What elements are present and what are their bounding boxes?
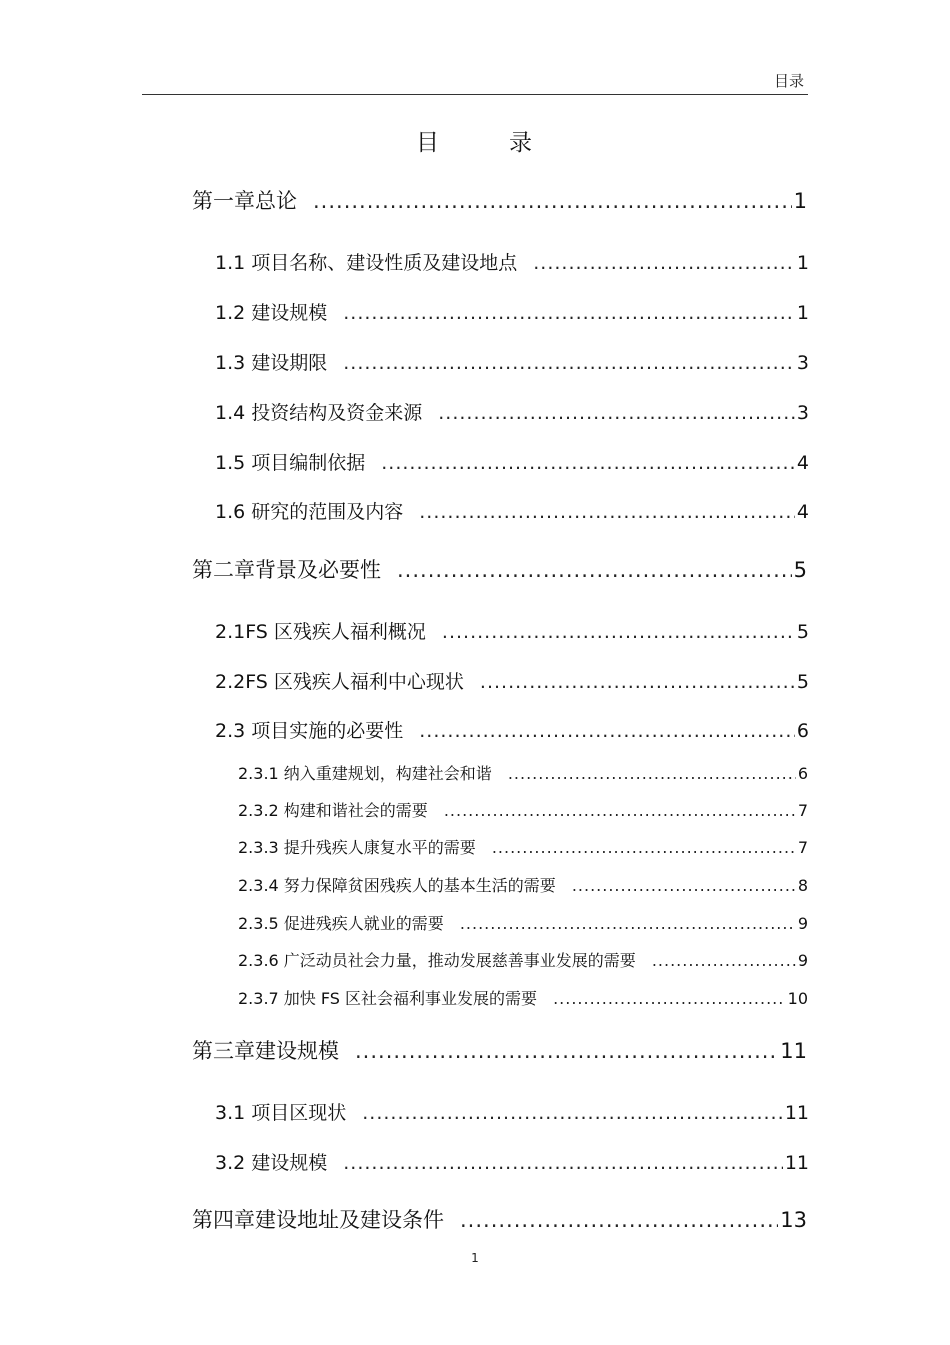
toc-subsection-2-3-5[interactable] bbox=[238, 911, 808, 934]
section-title: 2.2FS 区残疾人福利中心现状 bbox=[215, 671, 464, 693]
dot-leader bbox=[480, 671, 795, 693]
dot-leader bbox=[444, 801, 796, 820]
page-ref: 5 bbox=[793, 558, 807, 582]
dot-leader bbox=[553, 989, 786, 1008]
toc-section-1-6[interactable] bbox=[215, 497, 809, 524]
page-ref: 7 bbox=[797, 838, 808, 857]
chapter-title: 背景及必要性 bbox=[255, 558, 381, 582]
page-ref: 6 bbox=[797, 764, 808, 783]
dot-leader bbox=[355, 1039, 778, 1063]
dot-leader bbox=[313, 189, 792, 213]
chapter-number: 第四章 bbox=[192, 1208, 255, 1232]
dot-leader bbox=[343, 302, 795, 324]
toc-chapter-1[interactable] bbox=[192, 185, 807, 215]
dot-leader bbox=[362, 1102, 783, 1124]
section-title: 2.1FS 区残疾人福利概况 bbox=[215, 621, 426, 643]
subsection-title: 2.3.7 加快 FS 区社会福利事业发展的需要 bbox=[238, 989, 538, 1008]
page-ref: 11 bbox=[784, 1152, 809, 1174]
subsection-title: 2.3.5 促进残疾人就业的需要 bbox=[238, 914, 444, 933]
subsection-title: 2.3.6 广泛动员社会力量，推动发展慈善事业发展的需要 bbox=[238, 951, 636, 970]
title-char-2: 录 bbox=[509, 130, 534, 156]
page-ref: 5 bbox=[796, 671, 809, 693]
dot-leader bbox=[533, 252, 795, 274]
dot-leader bbox=[419, 501, 795, 523]
page-ref: 1 bbox=[796, 302, 809, 324]
page-ref: 9 bbox=[797, 914, 808, 933]
toc-section-1-1[interactable] bbox=[215, 248, 809, 275]
subsection-title: 2.3.4 努力保障贫困残疾人的基本生活的需要 bbox=[238, 876, 556, 895]
page-ref: 6 bbox=[796, 720, 809, 742]
toc-section-3-1[interactable] bbox=[215, 1098, 809, 1125]
section-title: 2.3 项目实施的必要性 bbox=[215, 720, 404, 742]
page-ref: 4 bbox=[796, 452, 809, 474]
dot-leader bbox=[419, 720, 795, 742]
chapter-title: 建设规模 bbox=[255, 1039, 339, 1063]
dot-leader bbox=[442, 621, 795, 643]
section-title: 1.4 投资结构及资金来源 bbox=[215, 402, 423, 424]
chapter-title: 总论 bbox=[255, 189, 297, 213]
subsection-title: 2.3.1 纳入重建规划，构建社会和谐 bbox=[238, 764, 492, 783]
toc-chapter-2[interactable] bbox=[192, 554, 807, 584]
title-char-1: 目 bbox=[416, 130, 441, 156]
dot-leader bbox=[508, 764, 796, 783]
dot-leader bbox=[438, 402, 795, 424]
dot-leader bbox=[492, 838, 796, 857]
page-ref: 5 bbox=[796, 621, 809, 643]
section-title: 1.5 项目编制依据 bbox=[215, 452, 366, 474]
toc-section-1-2[interactable] bbox=[215, 298, 809, 325]
toc-section-1-5[interactable] bbox=[215, 448, 809, 475]
chapter-title: 建设地址及建设条件 bbox=[255, 1208, 444, 1232]
toc-section-3-2[interactable] bbox=[215, 1148, 809, 1175]
toc-subsection-2-3-4[interactable] bbox=[238, 873, 808, 896]
toc-section-2-3[interactable] bbox=[215, 716, 809, 743]
page-ref: 8 bbox=[797, 876, 808, 895]
toc-chapter-3[interactable] bbox=[192, 1035, 807, 1065]
page-ref: 1 bbox=[793, 189, 807, 213]
page-ref: 1 bbox=[796, 252, 809, 274]
page-ref: 10 bbox=[787, 989, 808, 1008]
toc-section-1-4[interactable] bbox=[215, 398, 809, 425]
page-ref: 3 bbox=[796, 352, 809, 374]
toc-subsection-2-3-3[interactable] bbox=[238, 835, 808, 858]
running-header: 目录 bbox=[773, 72, 804, 90]
page-ref: 11 bbox=[780, 1039, 807, 1063]
section-title: 1.3 建设期限 bbox=[215, 352, 328, 374]
dot-leader bbox=[381, 452, 795, 474]
page-ref: 9 bbox=[797, 951, 808, 970]
page-ref: 7 bbox=[797, 801, 808, 820]
dot-leader bbox=[343, 352, 795, 374]
toc-subsection-2-3-1[interactable] bbox=[238, 761, 808, 784]
page-number: 1 bbox=[471, 1251, 479, 1265]
toc-subsection-2-3-6[interactable] bbox=[238, 948, 808, 971]
toc-section-1-3[interactable] bbox=[215, 348, 809, 375]
toc-chapter-4[interactable] bbox=[192, 1204, 807, 1234]
dot-leader bbox=[652, 951, 796, 970]
section-title: 1.2 建设规模 bbox=[215, 302, 328, 324]
page-ref: 11 bbox=[784, 1102, 809, 1124]
dot-leader bbox=[460, 914, 796, 933]
page-ref: 3 bbox=[796, 402, 809, 424]
toc-section-2-2[interactable] bbox=[215, 667, 809, 694]
toc-subsection-2-3-7[interactable] bbox=[238, 986, 808, 1009]
dot-leader bbox=[572, 876, 796, 895]
dot-leader bbox=[397, 558, 792, 582]
section-title: 1.1 项目名称、建设性质及建设地点 bbox=[215, 252, 518, 274]
section-title: 1.6 研究的范围及内容 bbox=[215, 501, 404, 523]
chapter-number: 第二章 bbox=[192, 558, 255, 582]
toc-section-2-1[interactable] bbox=[215, 617, 809, 644]
section-title: 3.1 项目区现状 bbox=[215, 1102, 347, 1124]
subsection-title: 2.3.3 提升残疾人康复水平的需要 bbox=[238, 838, 476, 857]
chapter-number: 第三章 bbox=[192, 1039, 255, 1063]
page-ref: 4 bbox=[796, 501, 809, 523]
toc-subsection-2-3-2[interactable] bbox=[238, 798, 808, 821]
page-ref: 13 bbox=[780, 1208, 807, 1232]
subsection-title: 2.3.2 构建和谐社会的需要 bbox=[238, 801, 428, 820]
chapter-number: 第一章 bbox=[192, 189, 255, 213]
section-title: 3.2 建设规模 bbox=[215, 1152, 328, 1174]
dot-leader bbox=[343, 1152, 783, 1174]
dot-leader bbox=[460, 1208, 778, 1232]
